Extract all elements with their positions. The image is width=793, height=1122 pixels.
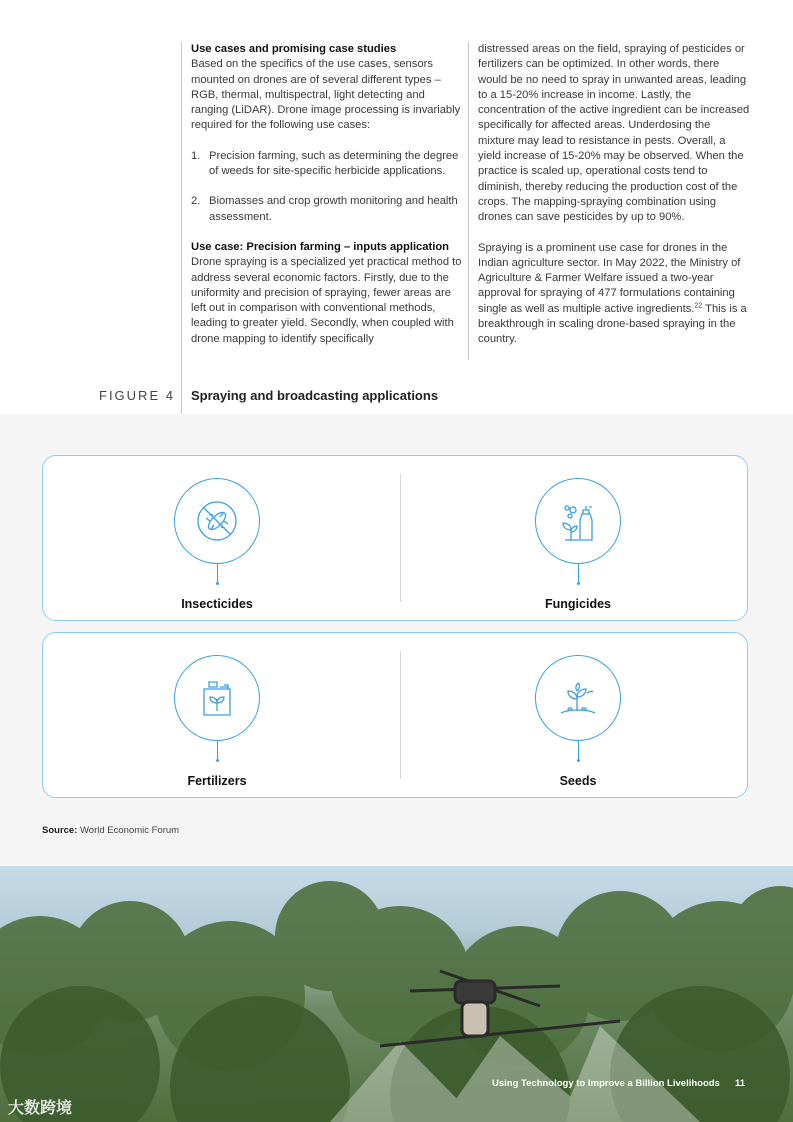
column-divider-middle (468, 42, 469, 360)
use-case-list (191, 149, 463, 225)
item-label: Fungicides (545, 597, 611, 611)
figure-item-seeds (478, 655, 678, 788)
footnote-ref[interactable]: 22 (694, 302, 703, 310)
figure-item-insecticides (117, 478, 317, 611)
figure-item-fertilizers (117, 655, 317, 788)
item-label: Seeds (559, 774, 597, 788)
card-divider (400, 474, 401, 602)
card-divider (400, 651, 401, 779)
spray-bottle-plant-icon (535, 478, 621, 564)
figure-card-top (42, 455, 748, 621)
figure-label: FIGURE 4 (99, 388, 175, 403)
fertilizer-jug-icon (174, 655, 260, 741)
figure-source: Source: World Economic Forum (42, 825, 180, 836)
no-insect-icon (174, 478, 260, 564)
column-divider-left (181, 42, 182, 415)
item-label: Insecticides (181, 597, 253, 611)
list-item: 2. Biomasses and crop growth monitoring and health assessment. (191, 195, 458, 223)
body-paragraph: Spraying is a prominent use case for drones in the Indian agriculture sector. In May 2022, the Ministry of Agriculture & Farmer Welfare issued a two-year approval for spraying of 477 formulations containing single as well as multiple active ingredients.$^{22}$ This is a breakthrough in scaling drone-based spraying in the country. (478, 241, 747, 346)
item-label: Fertilizers (187, 774, 247, 788)
sprouting-seed-icon (535, 655, 621, 741)
subsection-heading: Use case: Precision farming – inputs application (191, 240, 450, 253)
page-number: 11 (735, 1078, 746, 1089)
list-item: 1. Precision farming, such as determining the degree of weeds for site-specific herbicide applications. (191, 149, 459, 178)
figure-title: Spraying and broadcasting applications (191, 388, 439, 403)
figure-card-bottom (42, 632, 748, 798)
intro-paragraph: Based on the specifics of the use cases, sensors mounted on drones are of several different types – RGB, thermal, multispectral, light detecting and ranging (LiDAR). Drone image processing is invariably required for the following use cases: (191, 58, 461, 132)
watermark-logo: 大数跨境 (8, 1100, 73, 1117)
footer-title: Using Technology to Improve a Billion Livelihoods (492, 1078, 720, 1089)
body-paragraph: distressed areas on the field, spraying of pesticides or fertilizers can be optimized. In other words, there would be no need to spray in unwanted areas, leading to a 15-20% increase in income. Lastly, the concentration of the active ingredient can be increased specifically for affected areas. Underdosing the mixture may lead to resistance in pests. Overall, a yield increase of 15-20% may be observed. When the practice is scaled up, operational costs tend to diminish, thereby reducing the production cost of the crops. The mapping-spraying combination using drones can save pesticides by up to 90%. (478, 43, 750, 224)
left-column (191, 42, 463, 347)
section-heading: Use cases and promising case studies (191, 43, 397, 55)
body-paragraph: Drone spraying is a specialized yet practical method to address several economic factors. Firstly, due to the uniformity and precision of spraying, fewer areas are left out in comparison with conventional methods, leading to greater yield. Secondly, when coupled with drone mapping to identify specifically (191, 256, 462, 345)
right-column (478, 42, 750, 348)
figure-item-fungicides (478, 478, 678, 611)
